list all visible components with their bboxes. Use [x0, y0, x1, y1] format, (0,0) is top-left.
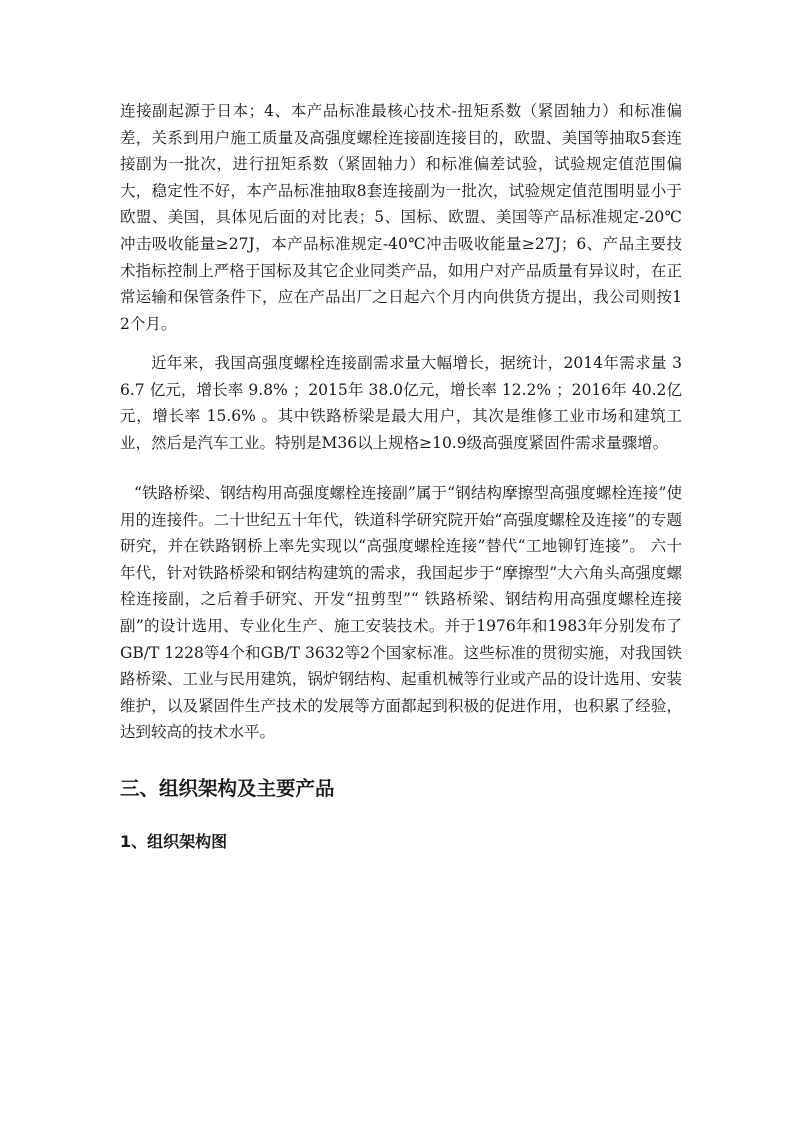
paragraph-history: “铁路桥梁、钢结构用高强度螺栓连接副”属于“钢结构摩擦型高强度螺栓连接”使用的连接件。二十世纪五十年代，铁道科学研究院开始“高强度螺栓及连接”的专题研究，并在铁路钢桥上率先实现以“高强度螺栓连接”替代“工地铆钉连接”。 六十年代，针对铁路桥梁和钢结构建筑的需求，我国起步于“摩擦型”大六角头高强度螺栓连接副，之后着手研究、开发“扭剪型”“ 铁路桥梁、钢结构用高强度螺栓连接副”的设计选用、专业化生产、施工安装技术。并于1976年和1983年分别发布了GB/T 1228等4个和GB/T 3632等2个国家标准。这些标准的贯彻实施，对我国铁路桥梁、工业与民用建筑，锅炉钢结构、起重机械等行业或产品的设计选用、安装维护，以及紧固件生产技术的发展等方面都起到积极的促进作用，也积累了经验，达到较高的技术水平。: [120, 484, 682, 742]
section-heading: 三、组织架构及主要产品: [120, 777, 335, 800]
paragraph-market-demand: 近年来，我国高强度螺栓连接副需求量大幅增长，据统计，2014年需求量 36.7 亿元，增长率 9.8% ；2015年 38.0亿元，增长率 12.2% ；2016年 40.2亿元，增长率 15.6% 。其中铁路桥梁是最大用户，其次是维修工业市场和建筑工业，然后是汽车工业。特别是M36以上规格≥10.9级高强度紧固件需求量骤增。: [120, 354, 682, 452]
paragraph-product-standard: 连接副起源于日本；4、本产品标准最核心技术-扭矩系数（紧固轴力）和标准偏差，关系到用户施工质量及高强度螺栓连接副连接目的，欧盟、美国等抽取5套连接副为一批次，进行扭矩系数（紧固轴力）和标准偏差试验，试验规定值范围偏大，稳定性不好，本产品标准抽取8套连接副为一批次，试验规定值范围明显小于欧盟、美国，具体见后面的对比表；5、国标、欧盟、美国等产品标准规定-20℃冲击吸收能量≥27J，本产品标准规定-40℃冲击吸收能量≥27J；6、产品主要技术指标控制上严格于国标及其它企业同类产品，如用户对产品质量有异议时，在正常运输和保管条件下，应在产品出厂之日起六个月内向供货方提出，我公司则按12个月。: [120, 102, 682, 333]
subsection-heading: 1、组织架构图: [120, 832, 228, 851]
